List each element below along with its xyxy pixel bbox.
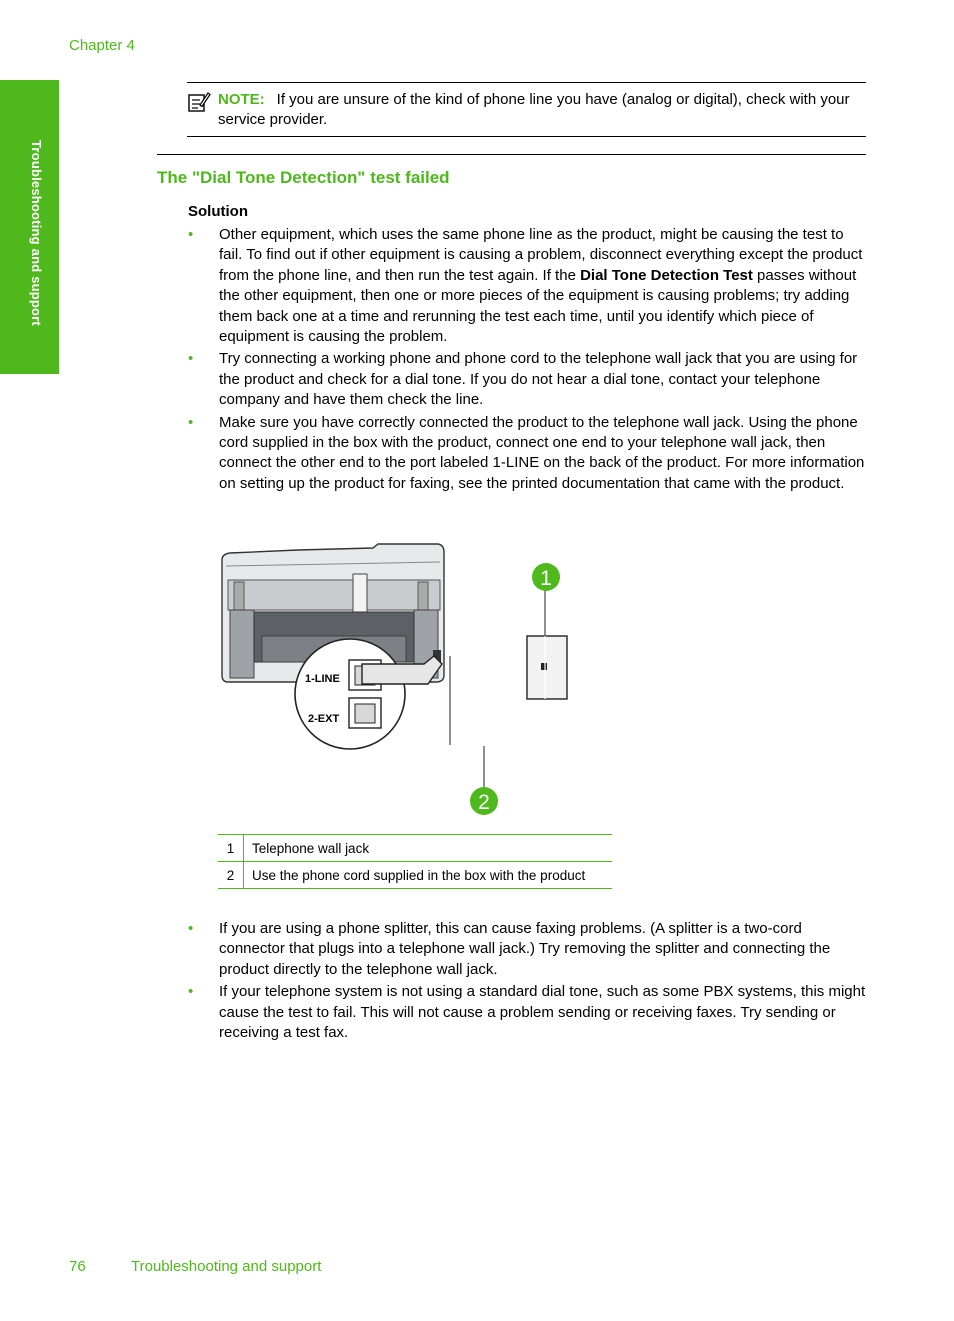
list-item-text: If your telephone system is not using a standard dial tone, such as some PBX systems, this might cause the test to fail. This will not cause a problem sending or receiving faxes. Try sending or receiving a test fax. bbox=[219, 983, 866, 1042]
bullet-marker: • bbox=[188, 350, 194, 368]
bullet-marker: • bbox=[188, 920, 194, 937]
solution-list bbox=[188, 225, 868, 496]
legend-number: 1 bbox=[218, 835, 244, 862]
side-tab bbox=[0, 80, 59, 374]
list-item bbox=[188, 413, 868, 495]
list-item-bold: Dial Tone Detection Test bbox=[580, 266, 753, 284]
port-zoom bbox=[295, 639, 405, 749]
table-row bbox=[218, 835, 612, 862]
note-text bbox=[218, 90, 866, 130]
legend-number: 2 bbox=[218, 862, 244, 889]
list-item-text: Other equipment, which uses the same phone line as the product, might be causing the test to fail. To find out if other equipment is causing a problem, disconnect everything except the product from the phone line, and then run the test again. If the bbox=[219, 226, 863, 284]
wall-jack bbox=[527, 588, 567, 699]
bullet-marker: • bbox=[188, 983, 194, 1001]
list-item bbox=[188, 225, 868, 347]
list-item bbox=[188, 982, 868, 1043]
chapter-label: Chapter 4 bbox=[69, 37, 135, 54]
list-item-text: passes without the other equipment, then one or more pieces of the equipment is causing problems; try adding them back one at a time and rerunning the test each time, until you identify which piece of equipment is causing the problem. bbox=[219, 266, 857, 346]
note-box bbox=[187, 82, 866, 137]
solution-label: Solution bbox=[188, 203, 248, 220]
legend-text: Use the phone cord supplied in the box with the product bbox=[244, 862, 613, 889]
connection-diagram bbox=[218, 540, 578, 822]
legend-text: Telephone wall jack bbox=[244, 835, 613, 862]
bullet-marker: • bbox=[188, 226, 194, 243]
page-number: 76 bbox=[69, 1258, 86, 1275]
note-icon bbox=[187, 91, 211, 113]
list-item bbox=[188, 349, 868, 410]
figure-legend bbox=[218, 834, 612, 889]
list-item bbox=[188, 919, 868, 980]
side-tab-label: Troubleshooting and support bbox=[29, 140, 44, 326]
note-body: If you are unsure of the kind of phone line you have (analog or digital), check with your service provider. bbox=[218, 91, 850, 128]
list-item-text: If you are using a phone splitter, this can cause faxing problems. (A splitter is a two-cord connector that plugs into a telephone wall jack.) Try removing the splitter and connecting the product directly to the telephone wall jack. bbox=[219, 920, 831, 978]
callout-1-number: 1 bbox=[540, 567, 552, 590]
section-heading: The "Dial Tone Detection" test failed bbox=[157, 168, 450, 187]
section-rule bbox=[157, 154, 866, 155]
table-row bbox=[218, 862, 612, 889]
solution-list-continued bbox=[188, 919, 868, 1045]
list-item-text: Make sure you have correctly connected the product to the telephone wall jack. Using the phone cord supplied in the box with the product, connect one end to your telephone wall jack, then connect the other end to the port labeled 1-LINE on the back of the product. For more information on setting up the product for faxing, see the printed documentation that came with the product. bbox=[219, 413, 865, 492]
list-item-text: Try connecting a working phone and phone cord to the telephone wall jack that you are using for the product and check for a dial tone. If you do not hear a dial tone, contact your telephone company and have them check the line. bbox=[219, 350, 858, 409]
note-label: NOTE: bbox=[218, 91, 265, 108]
port-1-label: 1-LINE bbox=[305, 673, 340, 685]
footer-title: Troubleshooting and support bbox=[131, 1258, 322, 1275]
bullet-marker: • bbox=[188, 413, 194, 431]
port-2-label: 2-EXT bbox=[308, 713, 340, 725]
callout-2-number: 2 bbox=[478, 791, 490, 814]
